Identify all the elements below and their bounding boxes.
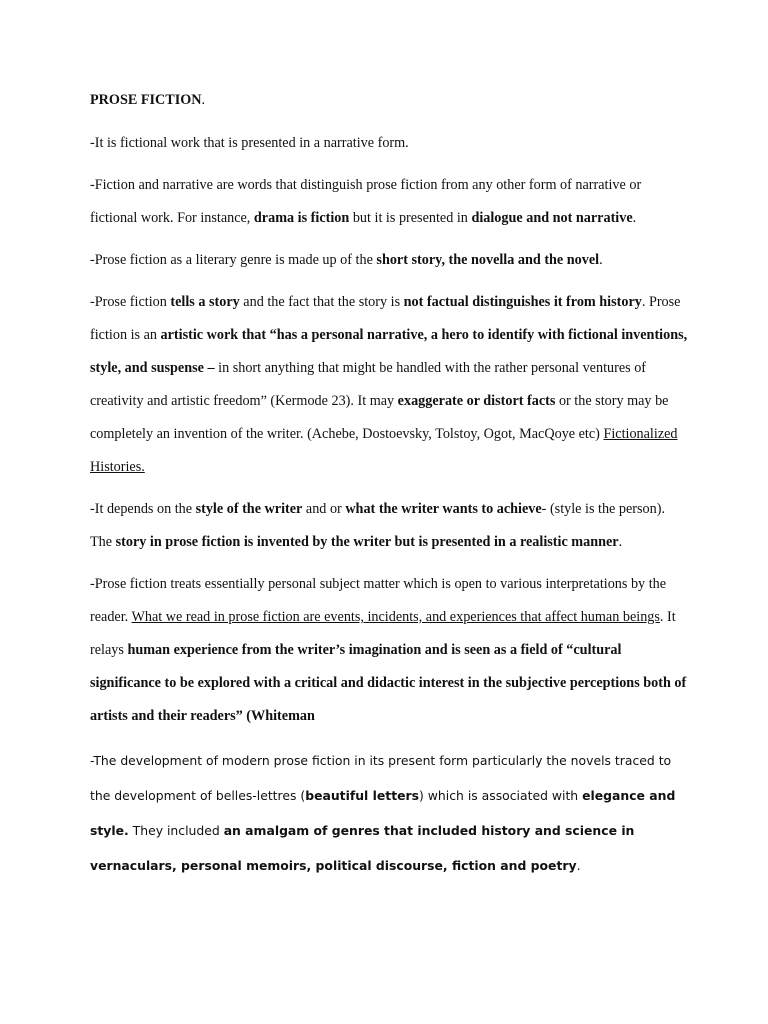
bold-text: beautiful letters [305,788,420,803]
text-run: or the story may be completely an invention of the writer. (Achebe, Dostoevsky, Tolstoy, Ogot, MacQoye etc) [90,393,669,442]
bold-text: elegance and style. [90,788,676,838]
text-run: but it is presented in [349,210,472,226]
text-run: . [618,534,623,550]
paragraph [90,493,690,559]
text-run: -Prose fiction treats essentially personal subject matter which is open to various interpretations by the reader. [90,576,667,625]
bold-text: what the writer wants to achieve [345,501,542,517]
text-run: and the fact that the story is [239,294,404,310]
text-run: . [632,210,637,226]
bold-text: not factual distinguishes it from history [403,294,642,310]
text-run: . [599,252,603,268]
document-page [90,84,690,883]
bold-text: exaggerate or distort facts [397,393,556,409]
underlined-text: What we read in prose fiction are events, incidents, and experiences that affect human beings [131,609,660,625]
bold-text: human experience from the writer’s imagination and is seen as a field of “cultural significance to be explored with a critical and didactic interest in the subjective perceptions both of artists and their readers” (Whiteman [90,642,687,724]
text-run: in short anything that might be handled with the rather personal ventures of creativity and artistic freedom” (Kermode 23). It may [90,360,647,409]
bold-text: story in prose fiction is invented by the writer but is presented in a realistic manner [115,534,619,550]
text-run: -Fiction and narrative are words that distinguish prose fiction from any other form of narrative or fictional work. For instance, [90,177,642,226]
text-run: and or [302,501,346,517]
bold-text: short story, the novella and the novel [376,252,600,268]
text-run: -It is fictional work that is presented in a narrative form. [90,135,409,151]
text-run: - (style is the person). The [90,501,665,550]
text-run: -Prose fiction as a literary genre is made up of the [90,252,377,268]
underlined-text: Fictionalized Histories. [90,426,678,475]
text-run: . [576,858,581,873]
bold-text: drama is fiction [253,210,350,226]
bold-text: an amalgam of genres that included history and science in vernaculars, personal memoirs, political discourse, fiction and poetry [90,823,635,873]
text-run: . It relays [90,609,676,658]
document-title: PROSE FICTION [90,92,202,108]
text-run: They included [128,823,224,838]
text-run: ) which is associated with [419,788,583,803]
paragraph [90,568,690,733]
bold-text: artistic work that “has a personal narrative, a hero to identify with fictional inventions, style, and suspense – [90,327,688,376]
bold-text: dialogue and not narrative [471,210,633,226]
text-run: -Prose fiction [90,294,171,310]
document-body [90,127,690,883]
paragraph [90,244,690,277]
text-run: -It depends on the [90,501,196,517]
bold-text: tells a story [170,294,240,310]
text-run: -The development of modern prose fiction in its present form particularly the novels traced to the development of belles-lettres ( [90,753,672,803]
document-title-suffix: . [201,92,206,108]
document-heading [90,84,690,117]
paragraph [90,286,690,484]
paragraph [90,127,690,160]
paragraph [90,743,690,883]
paragraph [90,169,690,235]
bold-text: style of the writer [195,501,303,517]
text-run: . Prose fiction is an [90,294,681,343]
